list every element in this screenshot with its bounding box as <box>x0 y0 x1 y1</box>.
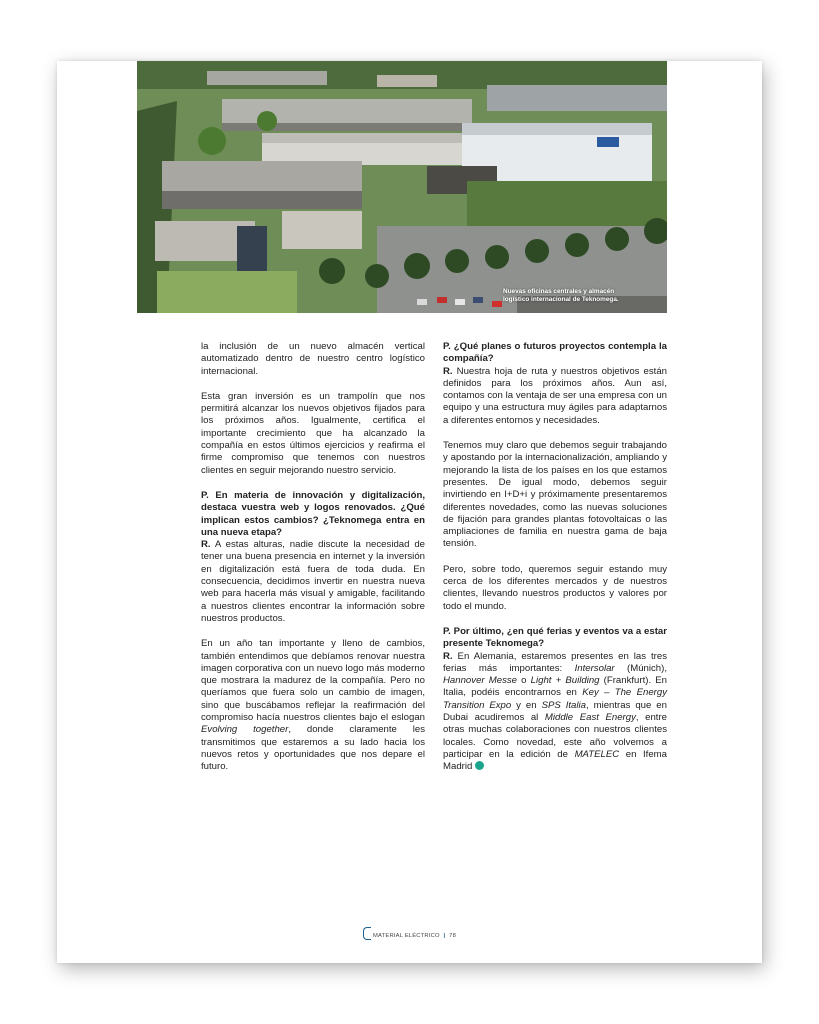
answer-text: Nuestra hoja de ruta y nuestros objetivos están definidos para los próximos años. Aun así, contamos con la ventaja de ser una empresa con un equipo y una estructura muy ágiles para adaptarnos a diferentes entornos y necesidades. <box>443 365 667 426</box>
answer-text: En Alemania, estaremos presentes en las tres ferias más importantes: <box>443 650 667 674</box>
paragraph-text: En un año tan importante y lleno de cambios, también entendimos que debíamos renovar nuestra imagen corporativa con un nuevo logo más moderno que mostrara la madurez de la compañía. Pero no queríamos que fuera solo un cambio de imagen, sino que buscábamos reflejar la reafirmación del compromiso hacía nuestros clientes bajo el eslogan <box>201 638 425 724</box>
footer-separator: | <box>443 933 446 939</box>
interview-question: P. En materia de innovación y digitalización, destaca vuestra web y logos renovados. ¿Qué implican estos cambios? ¿Teknomega entra en una nueva etapa? <box>201 489 425 538</box>
paragraph: la inclusión de un nuevo almacén vertical automatizado dentro de nuestro centro logístico internacional. <box>201 341 425 377</box>
paragraph: Tenemos muy claro que debemos seguir trabajando y apostando por la internacionalización, ampliando y mejorando la lista de los países en los que estamos presentes. De igual modo, debemos seguir invirtiendo en I+D+i y próximamente presentaremos diferentes novedades, como las nuevas soluciones de fijación para grandes plantas fotovoltaicas o las ampliaciones de familia en nuestra gama de baja tensión. <box>443 440 667 550</box>
interview-question: P. ¿Qué planes o futuros proyectos contempla la compañía? <box>443 341 667 365</box>
paragraph: Esta gran inversión es un trampolín que nos permitirá alcanzar los nuevos objetivos fijados para los próximos años. Igualmente, certifica el importante crecimiento que ha alcanzado la compañía en estos últimos ejercicios y reafirma el firme compromiso que tenemos con nuestros clientes en seguir mejorando nuestro servicio. <box>201 390 425 476</box>
event-name: Key – The Energy Transition Expo <box>443 687 667 711</box>
interview-answer <box>443 651 667 774</box>
article-column-left <box>201 341 425 787</box>
paragraph-text: , donde claramente les transmitimos que estaremos a su lado hacia los nuevos retos y oportunidades que nos depare el futuro. <box>201 724 426 773</box>
magazine-logo-icon <box>363 927 371 940</box>
answer-label: R. <box>443 365 453 377</box>
answer-text: y en <box>511 699 542 711</box>
answer-text: , mientras que en Dubai acudiremos al <box>443 699 667 724</box>
slogan: Evolving together <box>201 724 289 736</box>
interview-answer <box>201 539 425 625</box>
paragraph: Pero, sobre todo, queremos seguir estando muy cerca de los diferentes mercados y de nuestros clientes, llevando nuestros productos y valores por todo el mundo. <box>443 563 667 612</box>
event-name: Middle East Energy <box>544 712 636 724</box>
end-of-article-dot-icon <box>475 761 484 770</box>
photo-caption <box>503 288 653 305</box>
paragraph <box>201 638 425 773</box>
interview-question: P. Por último, ¿en qué ferias y eventos va a estar presente Teknomega? <box>443 625 667 650</box>
event-name: Intersolar <box>574 662 615 674</box>
page-number: 78 <box>449 933 457 939</box>
event-name: Light + Building <box>530 675 600 687</box>
article-column-right <box>443 341 667 787</box>
answer-text: en Ifema Madrid <box>443 748 667 773</box>
event-name: Hannover Messe <box>443 675 518 687</box>
magazine-name: MATERIAL ELÉCTRICO <box>372 933 440 939</box>
answer-label: R. <box>201 539 211 551</box>
interview-answer <box>443 366 667 427</box>
answer-text: o <box>517 675 531 687</box>
answer-text: (Múnich), <box>614 662 667 674</box>
answer-label: R. <box>443 650 453 662</box>
answer-text: A estas alturas, nadie discute la necesidad de tener una buena presencia en internet y la inversión en digitalización está fuera de toda duda. En consecuencia, decidimos invertir en nuestra nueva web para hacerla más visual y amigable, facilitando a nuestros clientes encontrar la información sobre nuestros productos. <box>201 539 425 624</box>
event-name: SPS Italia <box>541 699 586 711</box>
aerial-photo <box>137 61 667 313</box>
aerial-photo-illustration <box>137 61 667 313</box>
magazine-page <box>57 61 762 963</box>
answer-text: (Frankfurt). En Italia, podéis encontrarnos en <box>443 675 667 699</box>
photo-caption-line-2: logístico internacional de Teknomega. <box>503 296 619 304</box>
photo-caption-line-1: Nuevas oficinas centrales y almacén <box>503 287 615 295</box>
page-footer <box>57 927 762 940</box>
answer-text: , entre otras muchas colaboraciones con nuestros clientes locales. Como novedad, este año volvemos a participar en la edición de <box>443 712 668 760</box>
event-name: MATELEC <box>574 748 620 760</box>
